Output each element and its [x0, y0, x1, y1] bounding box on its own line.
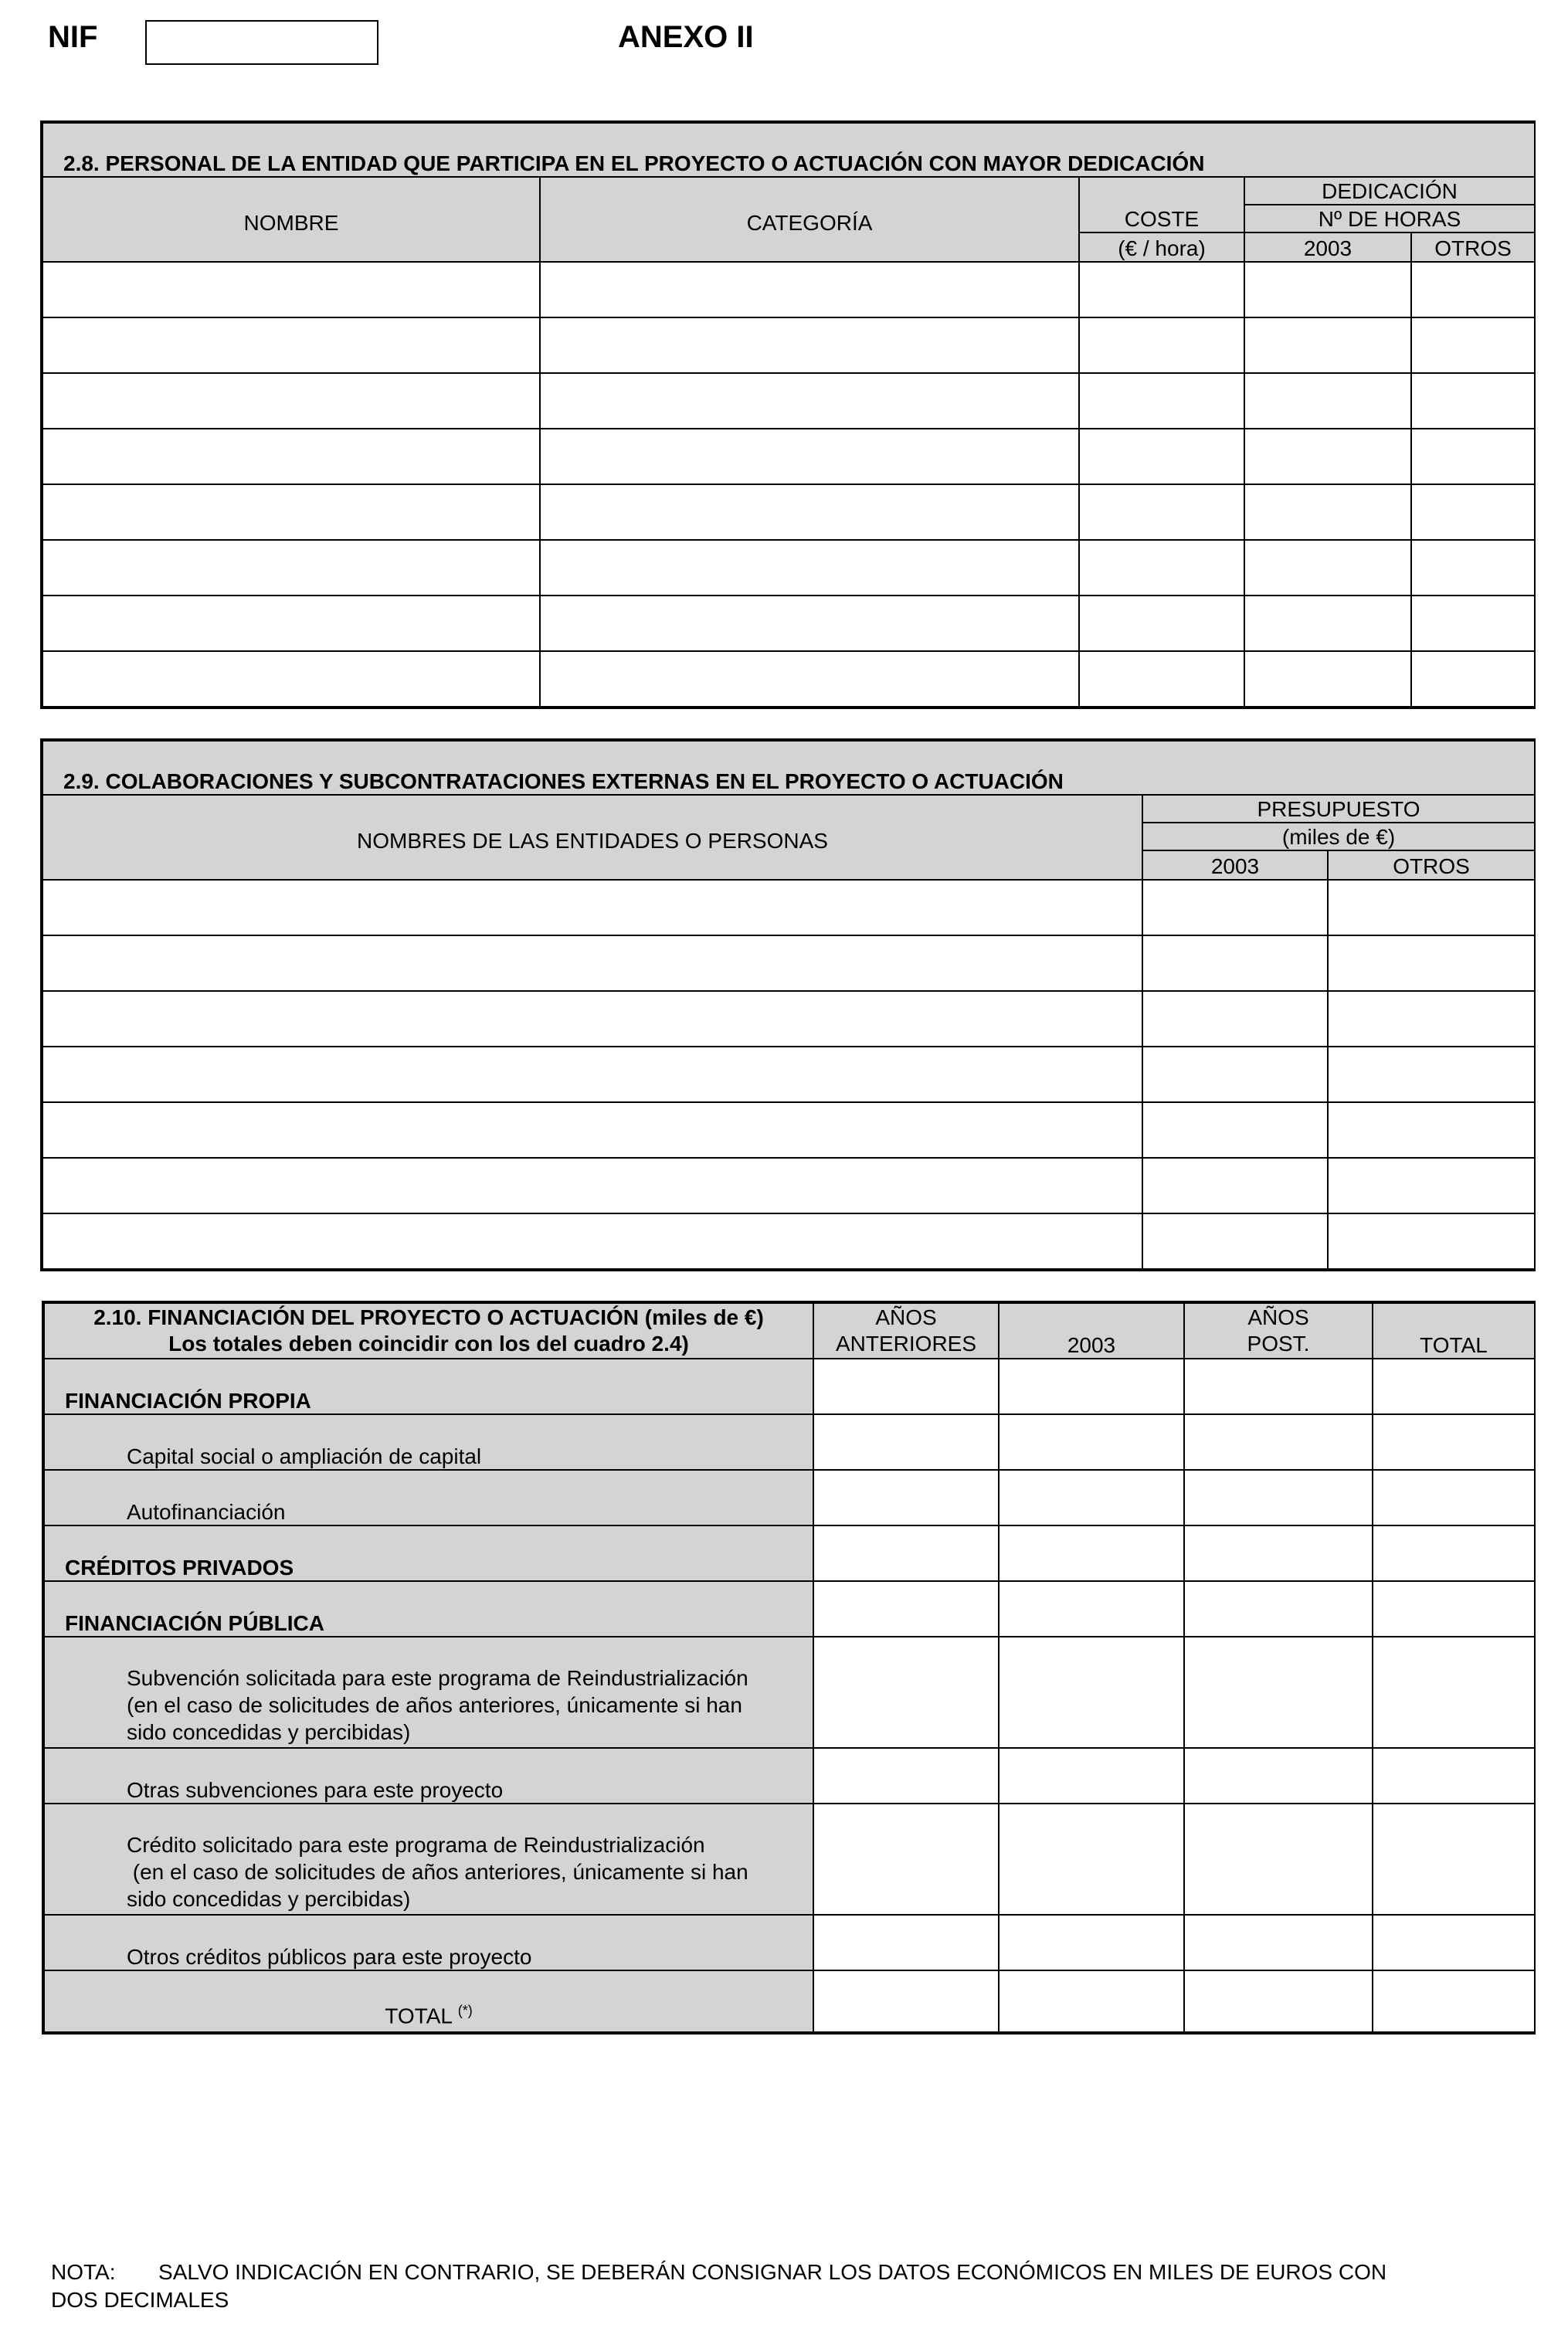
horas-otros-cell[interactable] — [1411, 262, 1535, 317]
row-label: Otras subvenciones para este proyecto — [44, 1748, 813, 1804]
nota-text-cont: DOS DECIMALES — [51, 2288, 229, 2312]
categoria-cell[interactable] — [540, 596, 1079, 651]
presupuesto-otros-cell[interactable] — [1328, 1102, 1535, 1158]
value-cell[interactable] — [999, 1915, 1184, 1970]
col-anos-anteriores-line2: ANTERIORES — [835, 1332, 977, 1356]
value-cell[interactable] — [1184, 1359, 1373, 1414]
section-2-8-title: 2.8. PERSONAL DE LA ENTIDAD QUE PARTICIPA EN EL PROYECTO O ACTUACIÓN CON MAYOR DEDICACIÓN — [42, 123, 1535, 177]
horas-2003-cell[interactable] — [1244, 317, 1411, 373]
table-row — [44, 1637, 1535, 1748]
horas-2003-cell[interactable] — [1244, 596, 1411, 651]
nombre-cell[interactable] — [42, 596, 540, 651]
row-label-line: Crédito solicitado para este programa de Reindustrialización — [127, 1833, 705, 1857]
col-otros-header: OTROS — [1328, 850, 1535, 880]
horas-otros-cell[interactable] — [1411, 317, 1535, 373]
value-cell[interactable] — [813, 1915, 999, 1970]
value-cell[interactable] — [999, 1748, 1184, 1804]
value-cell[interactable] — [999, 1637, 1184, 1748]
horas-otros-cell[interactable] — [1411, 651, 1535, 707]
col-presupuesto-header: PRESUPUESTO — [1142, 795, 1535, 823]
horas-otros-cell[interactable] — [1411, 596, 1535, 651]
horas-2003-cell[interactable] — [1244, 651, 1411, 707]
row-label: Autofinanciación — [44, 1470, 813, 1525]
value-cell[interactable] — [1373, 1804, 1535, 1915]
col-2003-header: 2003 — [999, 1303, 1184, 1359]
horas-2003-cell[interactable] — [1244, 540, 1411, 596]
table-row — [44, 1748, 1535, 1804]
col-anos-post-header — [1184, 1303, 1373, 1359]
presupuesto-2003-cell[interactable] — [1142, 1213, 1328, 1269]
section-2-9-title: 2.9. COLABORACIONES Y SUBCONTRATACIONES EXTERNAS EN EL PROYECTO O ACTUACIÓN — [42, 741, 1535, 795]
row-label-line: (en el caso de solicitudes de años anteriores, únicamente si han — [127, 1860, 748, 1884]
total-cell[interactable] — [1184, 1970, 1373, 2032]
categoria-cell[interactable] — [540, 429, 1079, 484]
value-cell[interactable] — [1184, 1804, 1373, 1915]
value-cell[interactable] — [1184, 1748, 1373, 1804]
nombre-cell[interactable] — [42, 262, 540, 317]
row-label — [44, 1637, 813, 1748]
total-label: TOTAL — [385, 2004, 452, 2028]
table-row — [42, 1158, 1535, 1213]
row-label-line: Subvención solicitada para este programa de Reindustrialización — [127, 1666, 748, 1690]
col-nombres-header: NOMBRES DE LAS ENTIDADES O PERSONAS — [42, 795, 1142, 880]
nif-input[interactable] — [145, 20, 378, 65]
table-row — [44, 1470, 1535, 1525]
table-row — [42, 596, 1535, 651]
horas-2003-cell[interactable] — [1244, 373, 1411, 429]
col-2003-header: 2003 — [1244, 232, 1411, 262]
table-row — [44, 1915, 1535, 1970]
value-cell[interactable] — [1184, 1470, 1373, 1525]
entidad-cell[interactable] — [42, 880, 1142, 935]
row-label: FINANCIACIÓN PROPIA — [44, 1359, 813, 1414]
row-label-line: sido concedidas y percibidas) — [127, 1720, 411, 1744]
value-cell[interactable] — [1373, 1581, 1535, 1637]
table-row — [42, 317, 1535, 373]
entidad-cell[interactable] — [42, 1102, 1142, 1158]
nota-label: NOTA: — [51, 2260, 116, 2284]
coste-cell[interactable] — [1079, 596, 1244, 651]
total-label-cell — [44, 1970, 813, 2032]
total-row — [44, 1970, 1535, 2032]
col-anos-post-line1: AÑOS — [1247, 1305, 1309, 1329]
categoria-cell[interactable] — [540, 373, 1079, 429]
table-row — [42, 991, 1535, 1047]
coste-cell[interactable] — [1079, 429, 1244, 484]
nombre-cell[interactable] — [42, 540, 540, 596]
presupuesto-otros-cell[interactable] — [1328, 1047, 1535, 1102]
table-row — [44, 1804, 1535, 1915]
value-cell[interactable] — [813, 1637, 999, 1748]
page-title: ANEXO II — [618, 20, 754, 54]
table-row — [42, 880, 1535, 935]
nombre-cell[interactable] — [42, 651, 540, 707]
table-row — [44, 1525, 1535, 1581]
value-cell[interactable] — [1373, 1748, 1535, 1804]
categoria-cell[interactable] — [540, 651, 1079, 707]
table-row — [44, 1414, 1535, 1470]
col-categoria-header: CATEGORÍA — [540, 177, 1079, 262]
table-row — [44, 1359, 1535, 1414]
horas-otros-cell[interactable] — [1411, 373, 1535, 429]
row-label: Capital social o ampliación de capital — [44, 1414, 813, 1470]
table-row — [42, 1213, 1535, 1269]
horas-otros-cell[interactable] — [1411, 429, 1535, 484]
entidad-cell[interactable] — [42, 1047, 1142, 1102]
value-cell[interactable] — [813, 1748, 999, 1804]
value-cell[interactable] — [1184, 1525, 1373, 1581]
categoria-cell[interactable] — [540, 317, 1079, 373]
presupuesto-2003-cell[interactable] — [1142, 1102, 1328, 1158]
value-cell[interactable] — [1184, 1581, 1373, 1637]
col-coste-header: COSTE — [1079, 177, 1244, 232]
horas-2003-cell[interactable] — [1244, 484, 1411, 540]
table-row — [42, 540, 1535, 596]
value-cell[interactable] — [1373, 1470, 1535, 1525]
presupuesto-2003-cell[interactable] — [1142, 991, 1328, 1047]
section-2-10-title-cell — [44, 1303, 813, 1359]
value-cell[interactable] — [999, 1804, 1184, 1915]
value-cell[interactable] — [1184, 1915, 1373, 1970]
row-label: FINANCIACIÓN PÚBLICA — [44, 1581, 813, 1637]
table-row — [42, 1102, 1535, 1158]
presupuesto-otros-cell[interactable] — [1328, 880, 1535, 935]
section-2-8 — [40, 120, 1536, 709]
table-row — [42, 429, 1535, 484]
row-label — [44, 1804, 813, 1915]
nombre-cell[interactable] — [42, 429, 540, 484]
coste-cell[interactable] — [1079, 540, 1244, 596]
col-2003-header: 2003 — [1142, 850, 1328, 880]
col-anos-post-line2: POST. — [1247, 1332, 1310, 1356]
entidad-cell[interactable] — [42, 935, 1142, 991]
categoria-cell[interactable] — [540, 262, 1079, 317]
col-dedicacion-header: DEDICACIÓN — [1244, 177, 1535, 205]
categoria-cell[interactable] — [540, 484, 1079, 540]
horas-2003-cell[interactable] — [1244, 429, 1411, 484]
value-cell[interactable] — [1373, 1525, 1535, 1581]
section-2-10 — [42, 1301, 1536, 2034]
entidad-cell[interactable] — [42, 991, 1142, 1047]
value-cell[interactable] — [999, 1470, 1184, 1525]
presupuesto-otros-cell[interactable] — [1328, 1158, 1535, 1213]
categoria-cell[interactable] — [540, 540, 1079, 596]
presupuesto-otros-cell[interactable] — [1328, 1213, 1535, 1269]
nombre-cell[interactable] — [42, 373, 540, 429]
value-cell[interactable] — [813, 1581, 999, 1637]
col-otros-header: OTROS — [1411, 232, 1535, 262]
section-2-10-subtitle: Los totales deben coincidir con los del cuadro 2.4) — [168, 1332, 689, 1356]
coste-cell[interactable] — [1079, 373, 1244, 429]
col-coste-unit: (€ / hora) — [1079, 232, 1244, 262]
entidad-cell[interactable] — [42, 1213, 1142, 1269]
value-cell[interactable] — [813, 1414, 999, 1470]
value-cell[interactable] — [999, 1581, 1184, 1637]
entidad-cell[interactable] — [42, 1158, 1142, 1213]
row-label-line: sido concedidas y percibidas) — [127, 1887, 411, 1911]
presupuesto-2003-cell[interactable] — [1142, 1047, 1328, 1102]
total-cell[interactable] — [999, 1970, 1184, 2032]
horas-2003-cell[interactable] — [1244, 262, 1411, 317]
table-row — [42, 484, 1535, 540]
total-footnote-mark: (*) — [457, 2002, 473, 2018]
section-2-10-title: 2.10. FINANCIACIÓN DEL PROYECTO O ACTUACIÓN (miles de €) — [93, 1305, 764, 1329]
value-cell[interactable] — [1373, 1414, 1535, 1470]
col-horas-header: Nº DE HORAS — [1244, 205, 1535, 232]
coste-cell[interactable] — [1079, 484, 1244, 540]
value-cell[interactable] — [1373, 1915, 1535, 1970]
value-cell[interactable] — [999, 1359, 1184, 1414]
table-row — [44, 1581, 1535, 1637]
value-cell[interactable] — [1373, 1637, 1535, 1748]
row-label: CRÉDITOS PRIVADOS — [44, 1525, 813, 1581]
value-cell[interactable] — [999, 1525, 1184, 1581]
row-label-line: (en el caso de solicitudes de años anteriores, únicamente si han — [127, 1693, 742, 1717]
presupuesto-2003-cell[interactable] — [1142, 880, 1328, 935]
nota-text: SALVO INDICACIÓN EN CONTRARIO, SE DEBERÁN CONSIGNAR LOS DATOS ECONÓMICOS EN MILES DE EUROS CON — [158, 2260, 1387, 2284]
value-cell[interactable] — [813, 1470, 999, 1525]
nombre-cell[interactable] — [42, 317, 540, 373]
value-cell[interactable] — [999, 1414, 1184, 1470]
table-row — [42, 1047, 1535, 1102]
nota — [51, 2258, 1534, 2314]
col-anos-anteriores-header — [813, 1303, 999, 1359]
presupuesto-otros-cell[interactable] — [1328, 935, 1535, 991]
nif-label: NIF — [48, 20, 98, 54]
col-total-header: TOTAL — [1373, 1303, 1535, 1359]
value-cell[interactable] — [1184, 1637, 1373, 1748]
col-nombre-header: NOMBRE — [42, 177, 540, 262]
table-row — [42, 373, 1535, 429]
row-label: Otros créditos públicos para este proyecto — [44, 1915, 813, 1970]
nombre-cell[interactable] — [42, 484, 540, 540]
coste-cell[interactable] — [1079, 651, 1244, 707]
value-cell[interactable] — [813, 1359, 999, 1414]
table-row — [42, 935, 1535, 991]
section-2-9 — [40, 738, 1536, 1271]
value-cell[interactable] — [813, 1804, 999, 1915]
coste-cell[interactable] — [1079, 262, 1244, 317]
value-cell[interactable] — [1373, 1359, 1535, 1414]
table-row — [42, 651, 1535, 707]
coste-cell[interactable] — [1079, 317, 1244, 373]
value-cell[interactable] — [1184, 1414, 1373, 1470]
table-row — [42, 262, 1535, 317]
horas-otros-cell[interactable] — [1411, 540, 1535, 596]
presupuesto-2003-cell[interactable] — [1142, 935, 1328, 991]
presupuesto-otros-cell[interactable] — [1328, 991, 1535, 1047]
total-cell[interactable] — [1373, 1970, 1535, 2032]
col-anos-anteriores-line1: AÑOS — [875, 1305, 937, 1329]
presupuesto-2003-cell[interactable] — [1142, 1158, 1328, 1213]
value-cell[interactable] — [813, 1525, 999, 1581]
total-cell[interactable] — [813, 1970, 999, 2032]
col-presupuesto-unit: (miles de €) — [1142, 823, 1535, 850]
horas-otros-cell[interactable] — [1411, 484, 1535, 540]
